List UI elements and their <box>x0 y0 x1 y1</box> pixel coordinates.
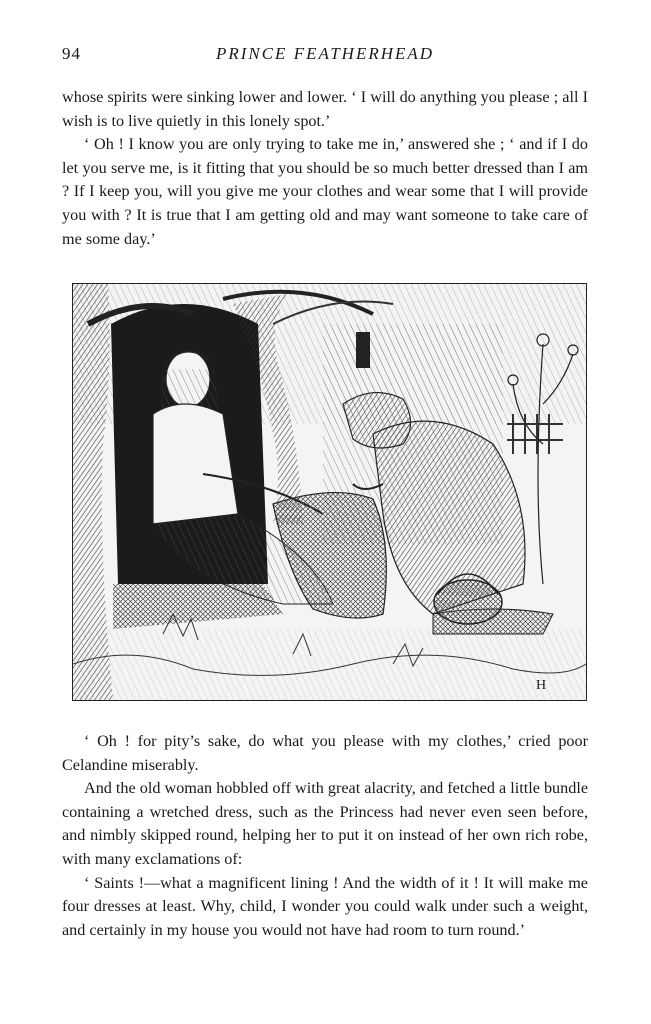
paragraph: And the old woman hobbled off with great alacrity, and fetched a little bundle containing a wretched dress, such as the Princess had never even seen before, and nimbly skipped round, helping her to put it on instead of her own rich robe, with many exclamations of: <box>62 779 588 868</box>
illustration-plate <box>72 283 587 701</box>
paragraph: whose spirits were sinking lower and lower. ‘ I will do anything you please ; all I wish is to live quietly in this lonely spot.’ <box>62 88 588 130</box>
text-block-top <box>62 86 588 251</box>
paragraph: ‘ Oh ! I know you are only trying to take me in,’ answered she ; ‘ and if I do let you serve me, is it fitting that you should be so much better dressed than I am ? If I keep you, will you give me your clothes and wear some that I will provide you with ? It is true that I am getting old and may want someone to take care of me some day.’ <box>62 135 588 248</box>
paragraph: ‘ Oh ! for pity’s sake, do what you please with my clothes,’ cried poor Celandine miserably. <box>62 732 588 774</box>
artist-monogram: H <box>536 678 547 693</box>
running-title: PRINCE FEATHERHEAD <box>215 44 435 63</box>
text-block-bottom <box>62 730 588 942</box>
page-number: 94 <box>62 44 81 63</box>
window <box>356 332 370 368</box>
page-header <box>62 44 588 70</box>
engraving-illustration <box>73 284 586 700</box>
paragraph: ‘ Saints !—what a magnificent lining ! And the width of it ! It will make me four dresses at least. Why, child, I wonder you could walk under such a weight, and certainly in my house you would not have had room to turn round.’ <box>62 873 588 939</box>
